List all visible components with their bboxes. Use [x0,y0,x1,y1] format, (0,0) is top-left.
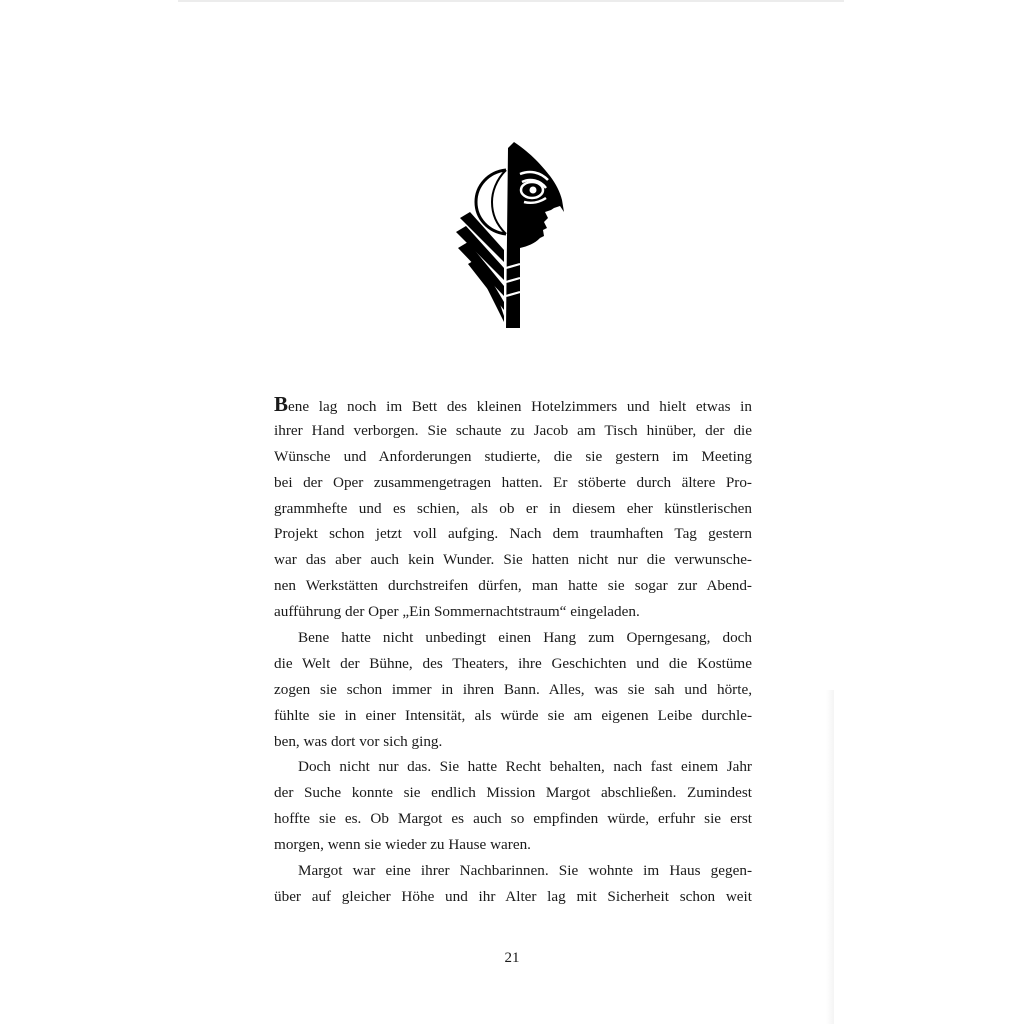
text-line: Doch nicht nur das. Sie hatte Recht behalten, nach fast einem Jahr [298,758,752,776]
body-text [274,392,752,910]
text-line: Bene hatte nicht unbedingt einen Hang zum Operngesang, doch [298,629,752,647]
paragraph-3 [274,754,752,858]
text-line: Projekt schon jetzt voll aufging. Nach dem traumhaften Tag gestern [274,525,752,543]
text-line: die Welt der Bühne, des Theaters, ihre Geschichten und die Kostüme [274,654,752,672]
drop-cap: B [274,392,289,416]
text-line: zogen sie schon immer in ihren Bann. Alles, was sie sah und hörte, [274,680,752,698]
text-line: der Suche konnte sie endlich Mission Margot abschließen. Zumindest [274,784,752,802]
text-line: war das aber auch kein Wunder. Sie hatten nicht nur die verwunsche- [274,551,752,569]
page-top-edge [178,0,844,2]
paragraph-1 [274,392,752,625]
paragraph-4 [274,858,752,910]
text-line: hoffte sie es. Ob Margot es auch so empfinden würde, erfuhr sie erst [274,810,752,828]
text-line: fühlte sie in einer Intensität, als würde sie am eigenen Leibe durchle- [274,706,752,724]
text-line: Bene lag noch im Bett des kleinen Hotelzimmers und hielt etwas in [274,392,752,416]
text-line: über auf gleicher Höhe und ihr Alter lag mit Sicherheit schon weit [274,887,752,905]
text-line: Wünsche und Anforderungen studierte, die sie gestern im Meeting [274,447,752,465]
text-line: ihrer Hand verborgen. Sie schaute zu Jacob am Tisch hinüber, der die [274,421,752,439]
text-line: aufführung der Oper „Ein Sommernachtstraum“ eingeladen. [274,603,640,621]
page-number: 21 [504,950,520,966]
text-line: nen Werkstätten durchstreifen dürfen, man hatte sie sogar zur Abend- [274,577,752,595]
page-edge-shadow [826,690,834,1024]
text-line: bei der Oper zusammengetragen hatten. Er stöberte durch ältere Pro- [274,473,752,491]
text-line: Margot war eine ihrer Nachbarinnen. Sie wohnte im Haus gegen- [298,862,752,880]
theater-mask-ornament-icon [448,140,572,332]
text-line: ben, was dort vor sich ging. [274,732,443,750]
paragraph-2 [274,625,752,754]
text-line: morgen, wenn sie wieder zu Hause waren. [274,836,531,854]
text-line: grammhefte und es schien, als ob er in diesem eher künstlerischen [274,499,752,517]
